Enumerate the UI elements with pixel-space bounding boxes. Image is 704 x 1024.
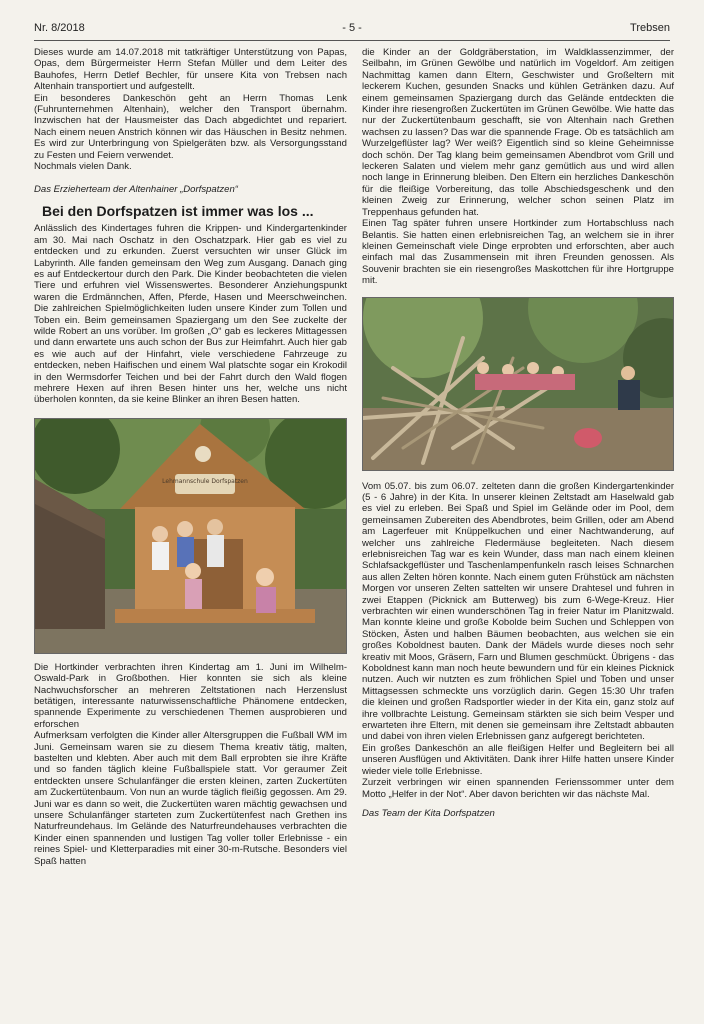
playhouse-photo	[34, 418, 347, 654]
page-number: - 5 -	[342, 22, 362, 34]
playhouse-sign-text: Lehmannschule Dorfspatzen	[162, 477, 248, 485]
paragraph: Vom 05.07. bis zum 06.07. zelteten dann die großen Kindergartenkinder (5 - 6 Jahre) in der Kita. In unserer kleinen Zeltstadt am Haselwald gab es viel zu erleben. Bei Spaß und Spiel im Gelände oder im Pool, dem gemeinsamen Zubereiten des Abendbrotes, beim Grillen, oder am Abend am Lagerfeuer mit Knüppelkuchen und einer Nachtwanderung, auf welcher uns zahlreiche Fledermäuse begleiteten. Nach diesem erlebnisreichen Tag war es kein Wunder, dass man nach einem kleinen Schlafsackgeflüster und Taschenlampenfunkeln rasch leises Schnarchen aus allen Zelten hören konnte. Nach einem guten Frühstück am nächsten Morgen vor unseren Zelten sattelten wir unsere Drahtesel und fuhren in zwei Etappen (Picknick am Butterweg) bis zum 6-Wege-Kreuz. Hier verbrachten wir einen wunderschönen Tag in freier Natur im Planitzwald. Man konnte kleine und große Kobolde beim Suchen und Schleppen von Stöcken, Ästen und halben Bäumen beobachten, aus welchen sie ein großes Koboldnest bauten. Dank der Mädels wurde dieses noch sehr kreativ mit Moos, Gräsern, Farn und Blumen geschmückt. Übrigens - das Koboldnest kann man noch heute bewundern und für ein kleines Picknick nutzen. Auch wir nutzten es zum fröhlichen Spiel und Toben und unser Mittagsessen schmeckte uns vorzüglich darin. Gegen 15:30 Uhr trafen die kleinen und großen Radsportler wieder in der Kita ein, ganz stolz auf ihre vollbrachte Leistung. Gemeinsam stärkten sie sich beim Vesper und erwarteten ihre Eltern, mit denen sie gemeinsam ihre Zeltstadt abbauten und dabei von ihren vielen Erlebnissen ganz aufgeregt berichteten.	[362, 480, 674, 743]
paragraph: Ein besonderes Dankeschön geht an Herrn Thomas Lenk (Fuhrunternehmen Altenhain), welcher den Transport übernahm. Inzwischen hat der Hausmeister das Dach abgedichtet und repariert. Nach einem neuen Anstrich können wir das Häuschen in Besitz nehmen. Es wird zur Unterbringung von Spielgeräten bzw. als Versorgungsstand zu Festen und Feiern verwendet.	[34, 92, 347, 161]
paragraph: Ein großes Dankeschön an alle fleißigen Helfer und Begleitern bei all unseren Ausflügen und Aktivitäten. Dank ihrer Hilfe hatten unsere Kinder wieder viele tolle Erlebnisse.	[362, 742, 674, 777]
paragraph: Aufmerksam verfolgten die Kinder aller Altersgruppen die Fußball WM im Juni. Gemeinsam waren sie zu diesem Thema kreativ tätig, malten, bastelten und klebten. Aber auch mit dem Ball erprobten sie ihre Kräfte und so fanden täglich kleine Fußballspiele statt. Vor geraumer Zeit entdeckten unsere Schulanfänger die ersten kleinen, zarten Zuckertüten am Zuckertütenbaum. Von nun an wurde täglich fleißig gegossen. Am 29. Juni war es dann so weit, die Zuckertüten waren mächtig gewachsen und unsere Schulanfänger starteten zum Zuckertütenfest nach Grethen ins Naturfreundehaus. Im Gelände des Naturfreundehauses verbrachten die Kinder einen spannenden und lustigen Tag voller toller Erlebnisse - ein reines Spiel- und Kletterparadies mit einer 30-m-Rutsche. Besonders viel Spaß hatten	[34, 730, 347, 867]
issue-number: Nr. 8/2018	[34, 22, 85, 34]
kobold-nest-photo	[362, 297, 674, 471]
paragraph: Einen Tag später fuhren unsere Hortkinder zum Hortabschluss nach Belantis. Sie hatten einen erlebnisreichen Tag, an welchem sie in ihrer kleinen Gemeinschaft viele Dinge erprobten und erforschten, aber auch einfach mal das Zusammensein mit ihren Freunden genossen. Als Souvenir brachten sie ein riesengroßes Maskottchen für ihre Hortgruppe mit.	[362, 218, 674, 287]
paragraph: Die Hortkinder verbrachten ihren Kindertag am 1. Juni im Wilhelm-Oswald-Park in Großbothen. Hier konnten sie sich als kleine Nachwuchsforscher an mehreren Zeltstationen nach Herzenslust betätigen, interessante naturwissenschaftliche Phänomene entdecken, spannende Experimente zu verschiedenen Themen ausprobieren und erforschen	[34, 661, 347, 730]
right-column	[362, 47, 674, 819]
paragraph: Dieses wurde am 14.07.2018 mit tatkräftiger Unterstützung von Papas, Opas, dem Bürgermeister Herrn Stefan Müller und dem Leiter des Bauhofes, Herrn Detlef Bechler, für unsere Kita von Trebsen nach Altenhain transportiert und aufgestellt.	[34, 47, 347, 93]
paragraph: die Kinder an der Goldgräberstation, im Waldklassenzimmer, der Seilbahn, im Grünen Gewölbe und natürlich im Vogeldorf. Am zeitigen Nachmittag kamen dann Eltern, Geschwister und Großeltern mit leckerem Kuchen, gesunden Snacks und kühlen Getränken dazu. Auf einem gemeinsamen Spaziergang durch das Gelände entdeckten die Kinder ihre riesengroßen Zuckertüten im Grünen Gewölbe. Wie hatte das nur der Zuckertütenbaum geschafft, sie von Altenhain nach Grethen wachsen zu lassen? Das war die spannende Frage. Ob es tatsächlich am Wurzelgeflüster lag? Wer weiß? Eigentlich sind so kleine Geheimnisse doch schön. Der Tag klang beim gemeinsamen Abendbrot vom Grill und leckeren Salaten und vielem mehr ganz gemütlich aus und wird allen noch lange in Erinnerung bleiben. Den Eltern ein herzliches Dankeschön für die fleißige Vorbereitung, das tolle Abschiedsgeschenk und den kleinen Zweig zur Erinnerung, welcher schon seinen Platz im Treppenhaus gefunden hat.	[362, 47, 674, 218]
left-column	[34, 47, 347, 867]
article-heading: Bei den Dorfspatzen ist immer was los ...	[42, 202, 314, 219]
paragraph: Nochmals vielen Dank.	[34, 161, 132, 173]
town-name: Trebsen	[630, 22, 670, 34]
paragraph: Zurzeit verbringen wir einen spannenden Ferienssommer unter dem Motto „Helfer in der Not“. Aber davon berichten wir das nächste Mal.	[362, 777, 674, 800]
page-header	[34, 22, 670, 40]
paragraph: Anlässlich des Kindertages fuhren die Krippen- und Kindergartenkinder am 30. Mai nach Oschatz in den Oschatzpark. Hier gab es viel zu entdecken und zu erkunden. Zuerst versuchten wir unser Glück im Labyrinth. Alle fanden gemeinsam den Weg zum Ausgang. Danach ging es auf Entdeckertour durch den Park. Die Kinder beobachteten die vielen Tiere und erfuhren viel Wissenswertes. Besonderer Anziehungspunkt waren die Erdmännchen, Affen, Pferde, Hasen und Meerschweinchen. Die zahlreichen Spielmöglichkeiten luden unsere Kinder zum Tollen und Toben ein. Beim gemeinsamen Spaziergang um den See zuckelte der wilde Robert an uns vorüber. Im großen „O“ gab es leckeres Mittagessen und dann erwartete uns auch schon der Bus zur Heimfahrt. Auch hier gab es wie auch auf der Hinfahrt, viele verschiedene Fahrzeuge zu entdecken, neben Haifischen und einem Wal platschte sogar ein Krokodil in den Wermsdorfer Teichen und bei der Fahrt durch den Wald flogen mehrere Hexen auf ihren Besen hinter uns her, welche uns nicht überholen konnten, da sie keine Blinker an ihren Besen hatten.	[34, 223, 347, 406]
signature: Das Erzieherteam der Altenhainer „Dorfspatzen“	[34, 184, 238, 196]
signature: Das Team der Kita Dorfspatzen	[362, 807, 495, 819]
header-rule	[34, 40, 670, 41]
